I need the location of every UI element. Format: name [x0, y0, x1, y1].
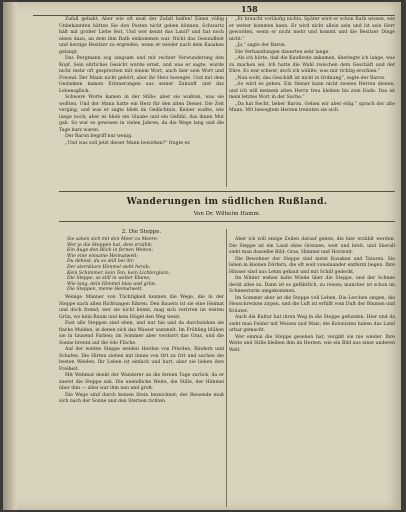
page-number: 158	[241, 4, 258, 14]
column-divider-bottom	[226, 229, 227, 507]
poem-line: Wie lang, dein Himmel blau und grün;	[67, 281, 157, 287]
title-rule	[59, 221, 395, 222]
article-title: Wanderungen im südlichen Rußland.	[126, 197, 328, 207]
story-left-column	[59, 17, 224, 147]
paragraph: Aber ich will einige Zeilen darauf geben, die hier erzählt werden. Die Steppe ist ein Land ohne Grenzen, weit und breit, und überall sieht man dasselbe Bild: Gras, Himmel und Horizont.	[229, 237, 395, 255]
paragraph: Mit Wehmut denkt der Wanderer an die fernen Tage zurück, da er zuerst die Steppe sah. Die unendliche Weite, die Stille, der Himmel über ihm — alles war ihm neu und groß.	[59, 373, 224, 391]
paragraph: Auf der weiten Steppe weiden Herden von Pferden, Rindern und Schafen. Die Hirten ziehen mit ihnen von Ort zu Ort und suchen die besten Weiden. Ihr Leben ist einfach und hart, aber sie lieben ihre Freiheit.	[59, 347, 224, 372]
article-divider	[59, 191, 395, 192]
page-gutter-shadow	[3, 2, 17, 510]
poem-epigraph	[67, 237, 217, 293]
poem-line: Wer je die Steppen hat, dem erzählt;	[67, 242, 153, 248]
poem-line: Die Steppen, meine Heimatwelt.	[67, 287, 143, 293]
paragraph: „Ja,“ sagte der Baron.	[235, 43, 287, 48]
poem-line: Sie sahen sich mit den Meer zu Meere;	[67, 237, 159, 242]
article-right-column	[229, 237, 395, 354]
paragraph: Auch die Kultur hat ihren Weg in die Steppe gefunden. Hier und da sieht man Felder mit Weizen und Mais; die Kolonisten haben das Land urbar gemacht.	[229, 315, 395, 333]
paragraph: „Da hat Recht, lieber Baron. Gehen wir aber eilig.“ sprach der alte Mann. Mit bewegtem Herzen trennten sie sich.	[229, 101, 395, 113]
paragraph: Die Verhandlungen dauerten sehr lange.	[235, 49, 330, 55]
paragraph: Im Sommer aber ist die Steppe voll Leben. Die Lerchen singen, die Heuschrecken zirpen, und die Luft ist erfüllt vom Duft der Blumen und Kräuter.	[229, 295, 395, 314]
story-right-column	[229, 17, 395, 115]
paragraph: Das Bergmann zog langsam und mit rechter Verwunderung den Kopf. Sein ehrliches Gesicht wurde ernst, und was er sagte, wurde nicht mehr oft gesprochen mit einem Wort, auch hier sein Wort und Freund. Der Mann nicht gehört, aber ihr Herz bewegte. Und mit dem Gedanken kamen Erinnerungen aus seiner Zukunft und das Lebensglück.	[59, 56, 224, 94]
paragraph: Im Winter wehen kalte Winde über die Steppe, und der Schnee deckt alles zu. Dann ist es gefährlich, zu reisen; mancher ist schon im Schneesturm umgekommen.	[229, 276, 395, 294]
paragraph: „Als ich hörte, daß die Kaufleute ankamen, überlegte ich lange, was zu machen sei. Ich hatte die Wahl zwischen dem Geschäft und der Ehre. Es war schwer, doch ich wählte, was mir richtig erschien.“	[229, 56, 395, 74]
section-heading: 2. Die Steppe.	[121, 229, 162, 235]
paragraph: „Nun wohl, das Geschäft ist nicht in Ordnung“, sagte der Baron.	[235, 75, 386, 81]
header-rule	[33, 15, 395, 16]
paragraph: Wenige Männer von Tüchtigkeit kennen die Wege, die in der Steppe nach allen Richtungen führen. Den Bauern ist sie eine Heimat und doch fremd; wer sie nicht kennt, mag sich verirren im weiten Grün, wo kein Baum und kein Hügel den Weg weist.	[59, 295, 224, 320]
paragraph: Der Baron begriff nur wenig.	[65, 134, 133, 139]
poem-line: Der sternklare Himmel sieht herab;	[67, 264, 151, 270]
paragraph: Zufall gehabt. Aber wie oft muß der Zufall helfen! Einen völlig Unbekannten hätten Sie den Posten nicht geben können. Schwartz hält mit großer Liebe fest, Und wer kennt das Land? und hat noch einen dazu, an dem ihm Rath einkommen war. Nicht das Gesundheit und herzige Besitzer zu ergreifen, wenn er wieder nach dem Kasaken gelangt.	[59, 17, 224, 55]
poem-line: Du dehnst, du so still bei ihr;	[67, 259, 135, 265]
paragraph: „So wird es gehen. Ein Diener kann nicht zweien Herren dienen, und ich will meinem alten Herrn treu bleiben bis zum Ende. Das ist mein letztes Wort in der Sache.“	[229, 82, 395, 100]
paragraph: Wer einmal die Steppe gesehen hat, vergißt sie nie wieder. Ihre Weite und Stille bleiben ihm im Herzen, wie ein Bild aus einer anderen Welt.	[229, 334, 395, 353]
article-left-column	[59, 295, 224, 406]
paragraph: Fast alle Steppen sind eben, und nur hie und da durchziehen sie flache Mulden, in denen sich das Wasser sammelt. Im Frühling blühen sie in tausend Farben; im Sommer aber verdorrt das Gras, und die Sonne brennt auf die öde Fläche.	[59, 321, 224, 346]
poem-line: Die Steppe, so still in weiter Ebene;	[67, 276, 151, 282]
paragraph: Die Wege sind durch keinen Stein bezeichnet; der Reisende muß sich nach der Sonne und den Sternen richten.	[59, 392, 224, 404]
paragraph: „Er braucht vorläufig nichts. Später wird er schon Rath wissen, wie er weiter kommen kann. Er wird nicht allein sein und ist sein Herr geworden, wenn er nicht mehr und kommt und die Besitzer Dinge nicht.“	[229, 17, 395, 42]
paragraph: „Und was soll jetzt dieser Mann bewirken?“ fragte er.	[65, 140, 191, 146]
paragraph: Schwere Worte kamen in der Stille; aber sie wußten, was sie wollten. Und der Mann hatte ein Herz für den alten Diener. Die Zeit verging, und was er sagte blieb im Gedächtnis. Keiner wußte, wie lange noch; aber es blieb ein Glaube und ein Gefühl, das ihnen Mut gab. So war es gewesen in vielen Jahren, da die Wege lang und die Tage kurz waren.	[59, 95, 224, 133]
column-divider-top	[226, 17, 227, 187]
poem-line: Wie eine einsame Heimatwelt;	[67, 253, 139, 259]
article-author: Von Dr. Wilhelm Hamm.	[193, 211, 261, 217]
poem-line: Ein Auge den Blick in fernen Weiten;	[67, 248, 154, 254]
paragraph: Die Bewohner der Steppe sind meist Kosaken und Tataren. Sie leben in kleinen Dörfern, die oft weit voneinander entfernt liegen. Ihre Häuser sind aus Lehm gebaut und mit Schilf gedeckt.	[229, 256, 395, 275]
book-page	[3, 2, 401, 510]
poem-line: Kein Schimmer, kein Ton, kein Lichterglanz;	[67, 270, 171, 276]
